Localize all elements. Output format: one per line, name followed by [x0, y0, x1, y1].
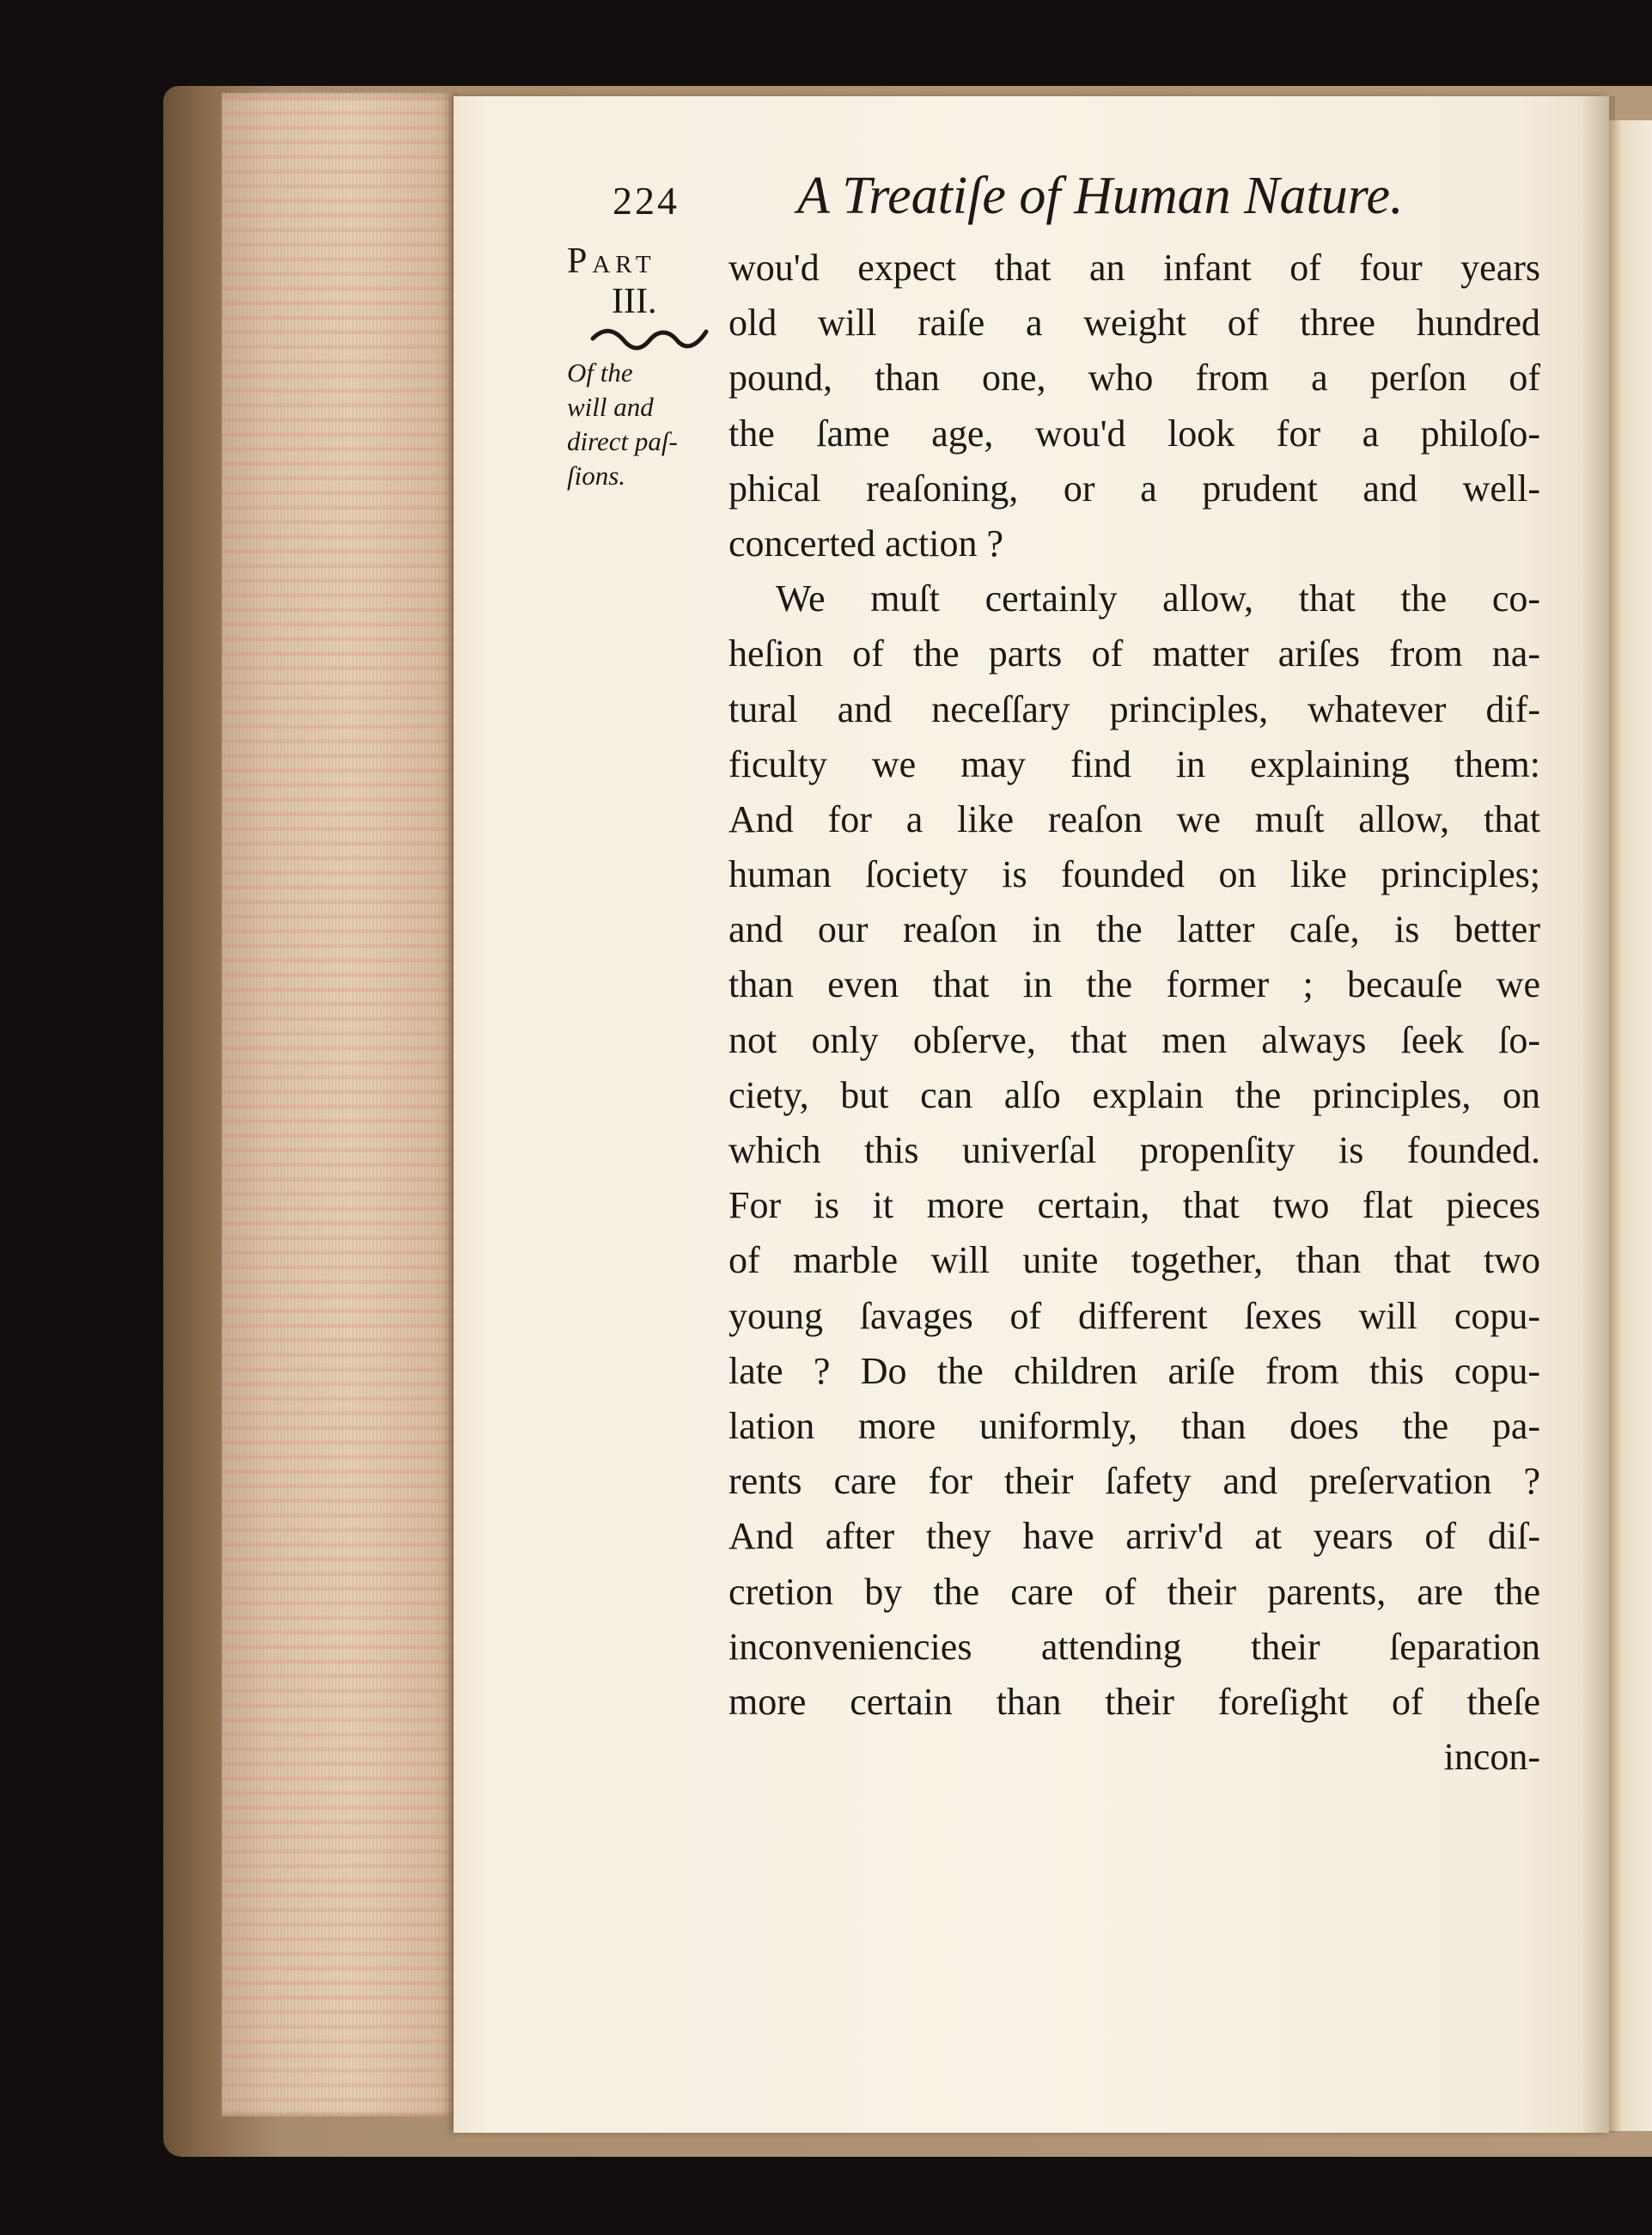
text-line: And after they have arriv'd at years of diſ- — [728, 1515, 1540, 1558]
page-edges — [219, 93, 458, 2116]
text-line: ficulty we may find in explaining them: — [728, 742, 1540, 785]
catchword: incon- — [1443, 1736, 1540, 1779]
part-label: Part — [567, 241, 656, 281]
text-line: young ſavages of different ſexes will copu- — [728, 1294, 1540, 1337]
text-line: and our reaſon in the latter caſe, is better — [728, 908, 1540, 951]
running-title: A Treatiſe of Human Nature. — [797, 167, 1404, 225]
facing-page-edge — [1609, 120, 1652, 2131]
margin-gloss — [567, 356, 717, 493]
gloss-line: will and — [567, 392, 654, 422]
part-number: III. — [612, 282, 657, 321]
margin-note — [567, 242, 717, 493]
text-line: late ? Do the children ariſe from this copu- — [728, 1349, 1540, 1392]
text-line: than even that in the former ; becauſe we — [728, 963, 1540, 1006]
text-line: of marble will unite together, than that two — [728, 1239, 1540, 1282]
text-line: heſion of the parts of matter ariſes from na- — [728, 632, 1540, 675]
page-number: 224 — [613, 179, 680, 223]
text-line: old will raiſe a weight of three hundred — [728, 302, 1540, 345]
text-line: inconveniencies attending their ſeparation — [728, 1625, 1540, 1668]
paragraph-first-line: We muſt certainly allow, that the co- — [776, 577, 1540, 620]
text-line: wou'd expect that an infant of four years — [728, 247, 1540, 289]
ornament-swash-icon — [589, 325, 710, 354]
text-line: cretion by the care of their parents, are the — [728, 1570, 1540, 1613]
text-line: pound, than one, who from a perſon of — [728, 357, 1540, 400]
gloss-line: Of the — [567, 357, 633, 388]
gloss-line: ſions. — [567, 461, 626, 491]
body-text — [728, 241, 1540, 1785]
text-line: For is it more certain, that two flat pieces — [728, 1184, 1540, 1227]
text-line: tural and neceſſary principles, whatever dif- — [728, 687, 1540, 730]
text-line: human ſociety is founded on like principles; — [728, 853, 1540, 896]
text-line: concerted action ? — [728, 522, 1004, 565]
text-line: phical reaſoning, or a prudent and well- — [728, 467, 1540, 510]
page-header — [613, 166, 1523, 243]
text-line: And for a like reaſon we muſt allow, that — [728, 797, 1540, 840]
text-line: the ſame age, wou'd look for a philoſo- — [728, 412, 1540, 455]
text-line: ciety, but can alſo explain the principles, on — [728, 1073, 1540, 1116]
text-line: lation more uniformly, than does the pa- — [728, 1404, 1540, 1447]
text-line: rents care for their ſafety and preſervation ? — [728, 1460, 1540, 1503]
gloss-line: direct paſ- — [567, 426, 678, 456]
text-line: more certain than their foreſight of theſe — [728, 1680, 1540, 1723]
text-line: not only obſerve, that men always ſeek ſo- — [728, 1018, 1540, 1061]
text-line: which this univerſal propenſity is founded. — [728, 1129, 1540, 1171]
